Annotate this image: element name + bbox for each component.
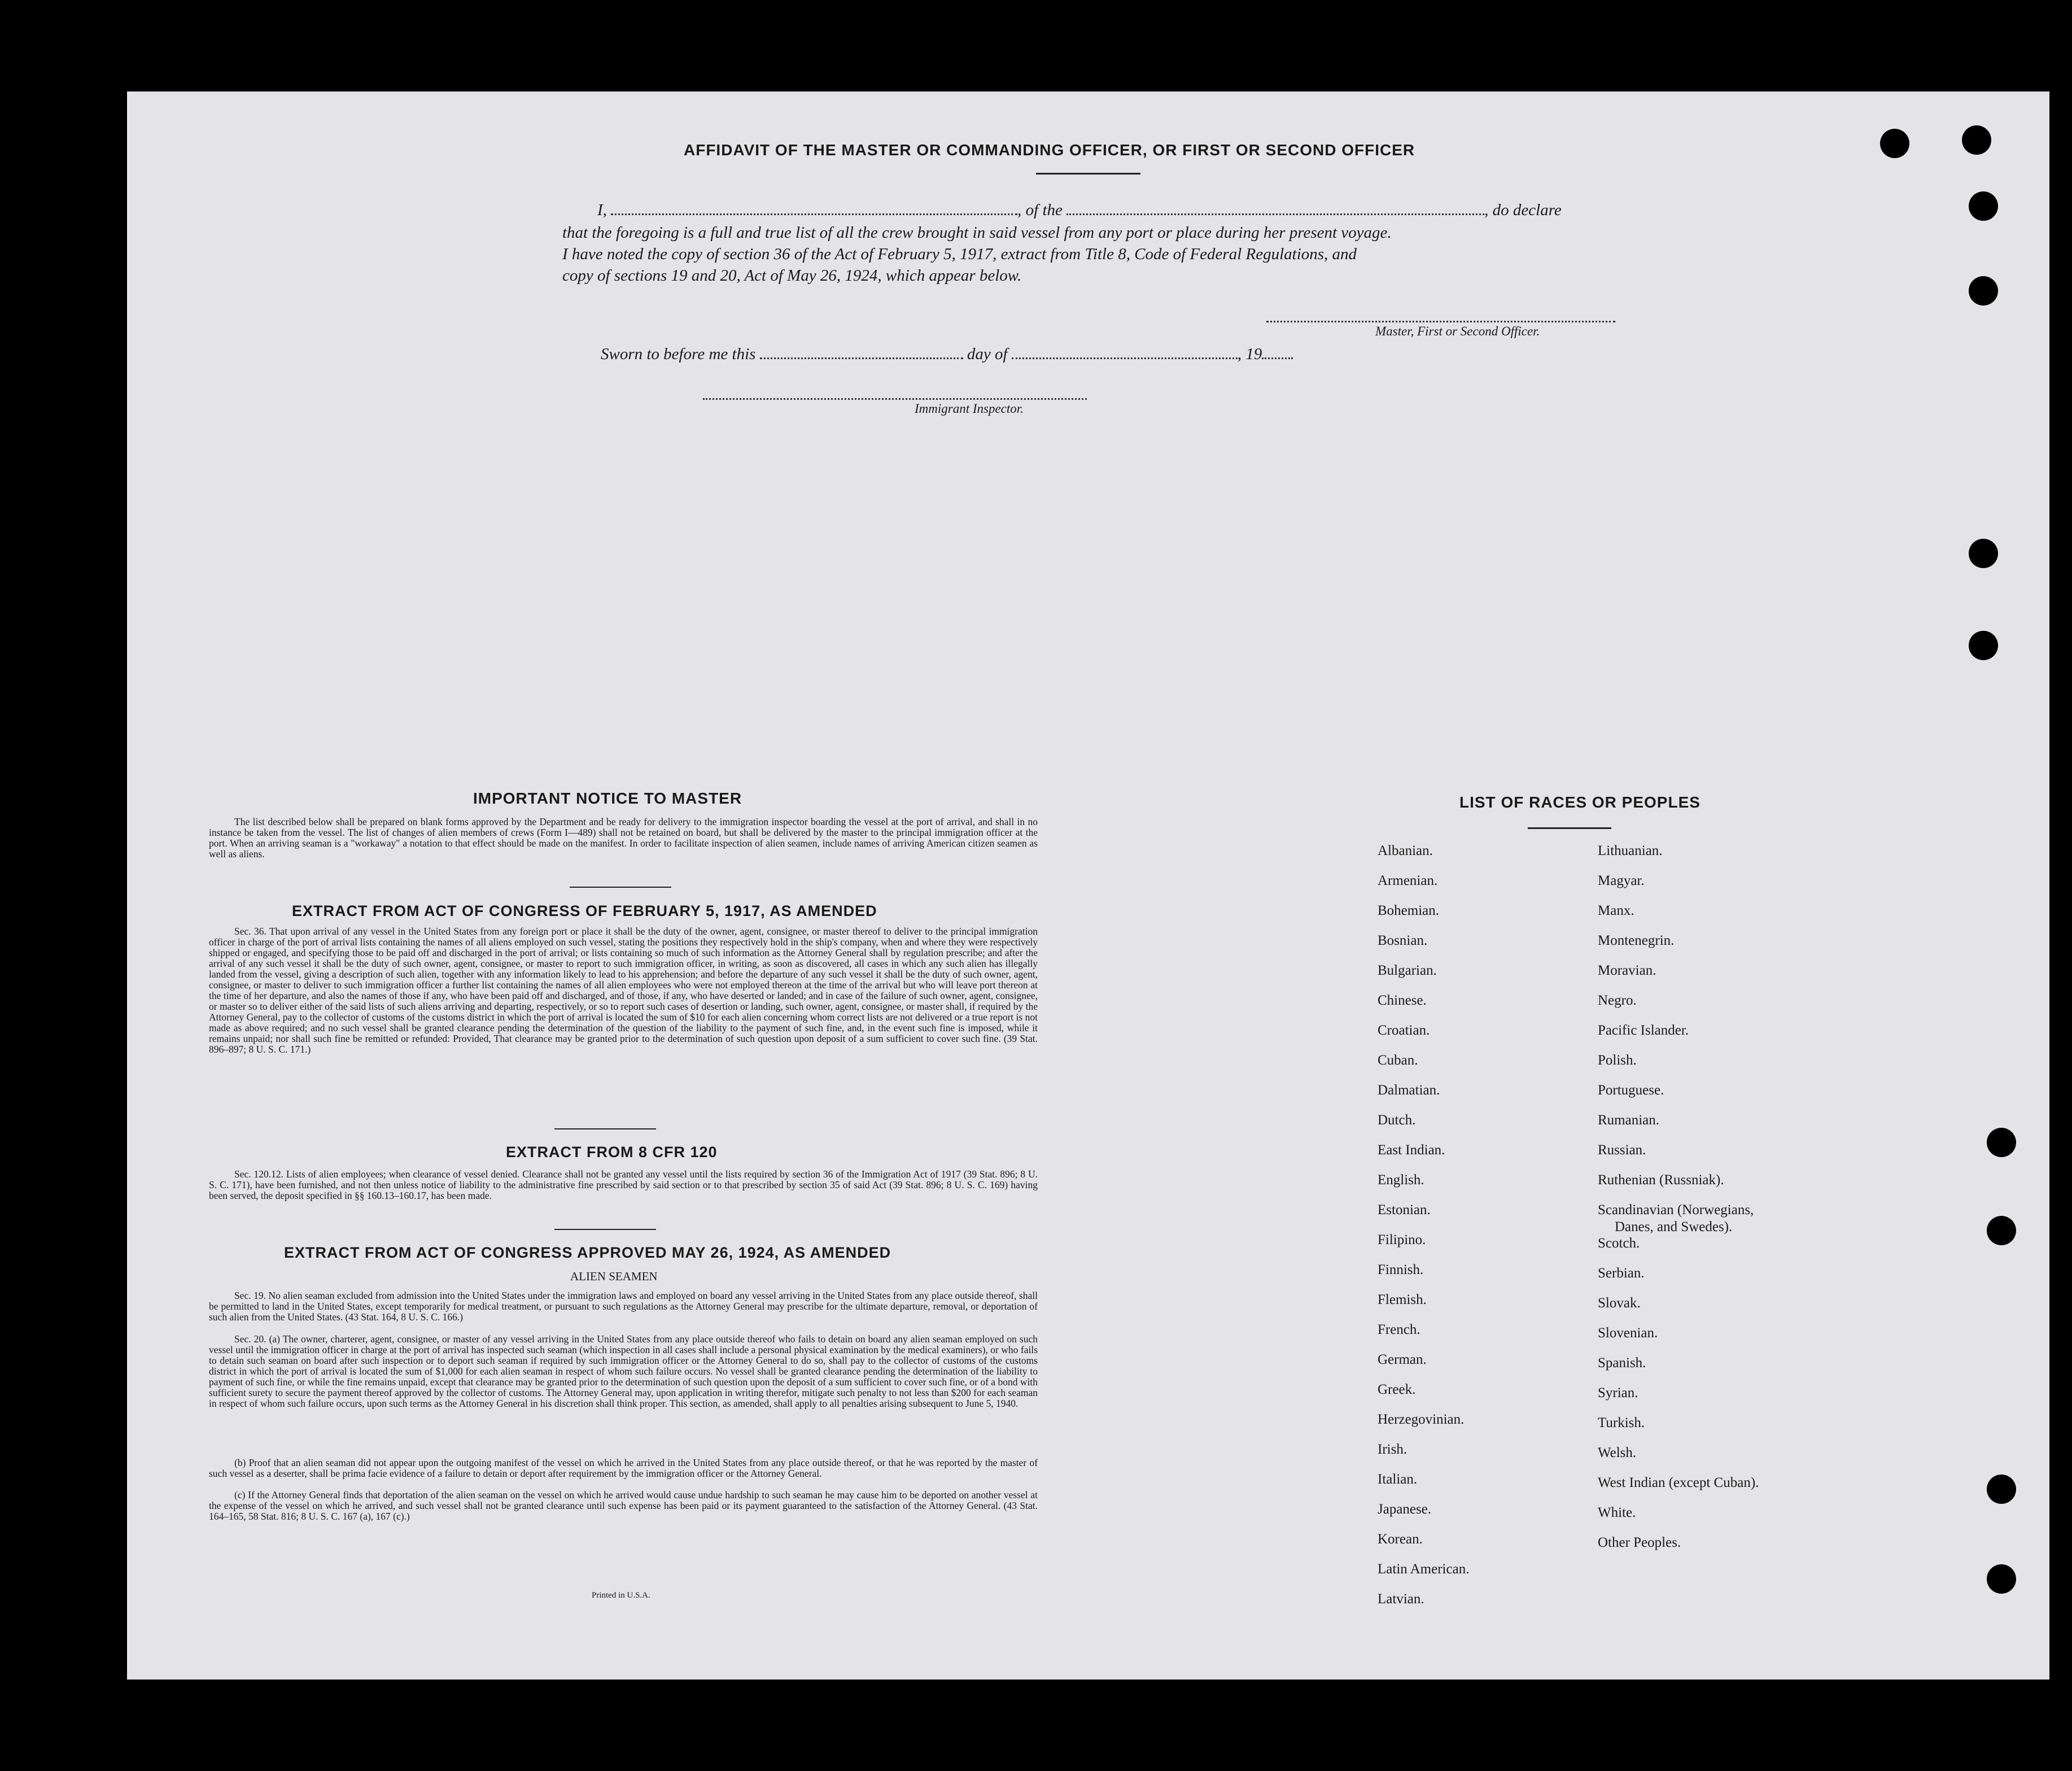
race-item: Manx. — [1598, 903, 1634, 918]
extract-cfr-heading: EXTRACT FROM 8 CFR 120 — [506, 1144, 718, 1161]
race-item: Chinese. — [1378, 993, 1427, 1008]
extract-1917-text: Sec. 36. That upon arrival of any vessel in the United States from any foreign port or place it shall be the duty of the owner, agent, consignee, or master thereof to deliver to the principal immigration officer in charge of the port of arrival lists containing the names of all aliens employed on such vessel, stating the positions they respectively hold in the ship's company, when and where they were respectively shipped or engaged, and specifying those to be paid off and discharged in the port of arrival; or lists containing so much of such information as the Attorney General shall by regulation prescribe; and after the arrival of any such vessel it shall be the duty of such owner, agent, consignee, or master to report to such immigration officer, in writing, as soon as discovered, all cases in which any such alien has illegally landed from the vessel, giving a description of such alien, together with any information likely to lead to his apprehension; and before the departure of any such vessel it shall be the duty of such owner, agent, consignee, or master to deliver to such immigration officer a further list containing the names of all alien employees who were not employed thereon at the time of the arrival but who will leave port thereon at the time of her departure, and also the names of those if any, who have been paid off and discharged, and of those, if any, who have deserted or landed; and in case of the failure of such owner, agent, consignee, or master so to deliver either of the said lists of such aliens arriving and departing, respectively, or so to report such cases of desertion or landing, such owner, agent, consignee, or master shall, if required by the Attorney General, pay to the collector of customs of the customs district in which the port of arrival is located the sum of $10 for each alien concerning whom correct lists are not delivered or a true report is not made as above required; and no such vessel shall be granted clearance pending the determination of the question of the liability to the payment of such fine, and, in the event such fine is imposed, while it remains unpaid; nor shall such fine be remitted or refunded: Provided, That clearance may be granted prior to the determination of such question upon deposit of a sum sufficient to cover such fine. (39 Stat. 896–897; 8 U. S. C. 171.) — [209, 926, 1038, 1055]
race-item: Serbian. — [1598, 1266, 1645, 1281]
race-item: Negro. — [1598, 993, 1637, 1008]
affidavit-i-label: I, — [597, 201, 607, 219]
race-item: Bohemian. — [1378, 903, 1440, 918]
race-item: Korean. — [1378, 1532, 1423, 1547]
day-of-label: day of — [967, 345, 1008, 363]
race-item: Dutch. — [1378, 1113, 1416, 1128]
binder-hole — [1987, 1564, 2016, 1594]
affidavit-line-3: I have noted the copy of section 36 of the Act of February 5, 1917, extract from Title 8, Code of Federal Regulations, and — [562, 245, 1357, 263]
race-item: Finnish. — [1378, 1262, 1424, 1277]
race-item: East Indian. — [1378, 1142, 1445, 1158]
race-item: Latvian. — [1378, 1591, 1424, 1607]
extract-1917-heading: EXTRACT FROM ACT OF CONGRESS OF FEBRUARY 5, 1917, AS AMENDED — [292, 902, 877, 919]
race-item: Other Peoples. — [1598, 1535, 1681, 1550]
binder-hole — [1987, 1128, 2016, 1157]
notice-text: The list described below shall be prepared on blank forms approved by the Department and be ready for delivery to the immigration inspector boarding the vessel at the port of arrival, and shall in no instance be taken from the vessel. The list of changes of alien members of crews (Form I—489) shall not be retained on board, but shall be delivered by the master to the principal immigration officer at the port. When an arriving seaman is a "workaway" a notation to that effect should be made on the manifest. In order to facilitate inspection of alien seamen, include names of arriving American citizen seamen as well as aliens. — [209, 816, 1038, 860]
race-item: Dalmatian. — [1378, 1083, 1440, 1098]
race-item: Albanian. — [1378, 843, 1433, 858]
race-item: English. — [1378, 1172, 1424, 1188]
affidavit-line-1 — [597, 201, 1562, 220]
race-item: Herzegovinian. — [1378, 1412, 1465, 1427]
race-item: Bulgarian. — [1378, 963, 1437, 978]
binder-hole — [1880, 129, 1909, 158]
divider — [1528, 827, 1611, 829]
notice-heading: IMPORTANT NOTICE TO MASTER — [473, 789, 742, 807]
race-item: Croatian. — [1378, 1023, 1430, 1038]
binder-hole — [1962, 125, 1991, 155]
race-item: Scandinavian (Norwegians, — [1598, 1202, 1754, 1218]
binder-hole — [1969, 539, 1998, 568]
race-item: White. — [1598, 1505, 1636, 1520]
race-item: French. — [1378, 1322, 1420, 1337]
printed-in-usa: Printed in U.S.A. — [592, 1591, 650, 1600]
race-item: West Indian (except Cuban). — [1598, 1475, 1759, 1490]
race-item: Lithuanian. — [1598, 843, 1663, 858]
race-item: Syrian. — [1598, 1385, 1638, 1401]
extract-1924-sec20b: (b) Proof that an alien seaman did not appear upon the outgoing manifest of the vessel on which he arrived in the United States from any place outside thereof, or that he was reported by the master of such vessel as a deserter, shall be prima facie evidence of a failure to detain or deport after requirement by the immigration officer or the Attorney General. — [209, 1457, 1038, 1479]
race-item: Armenian. — [1378, 873, 1438, 888]
race-item: Welsh. — [1598, 1445, 1637, 1460]
race-item: Cuban. — [1378, 1053, 1418, 1068]
race-item: Greek. — [1378, 1382, 1416, 1397]
inspector-signature-label: Immigrant Inspector. — [915, 402, 1024, 416]
extract-1924-sec19: Sec. 19. No alien seaman excluded from admission into the United States under the immigration laws and employed on board any vessel arriving in the United States from any place outside thereof, shall be permitted to land in the United States, except temporarily for medical treatment, or pursuant to such regulations as the Attorney General may prescribe for the ultimate departure, removal, or deportation of such alien from the United States. (43 Stat. 164, 8 U. S. C. 166.) — [209, 1290, 1038, 1323]
race-item: German. — [1378, 1352, 1427, 1367]
race-item: Japanese. — [1378, 1502, 1432, 1517]
race-item: Estonian. — [1378, 1202, 1431, 1218]
race-item: Slovak. — [1598, 1295, 1641, 1311]
name-blank — [611, 213, 1017, 215]
race-item: Flemish. — [1378, 1292, 1427, 1307]
race-item: Bosnian. — [1378, 933, 1428, 948]
sworn-line — [601, 345, 1293, 364]
document-page — [127, 91, 2049, 1680]
race-item: Filipino. — [1378, 1232, 1426, 1247]
race-item: Turkish. — [1598, 1415, 1645, 1430]
race-item: Magyar. — [1598, 873, 1645, 888]
races-column-1 — [1378, 843, 1469, 1621]
year-label: , 19 — [1237, 345, 1262, 363]
binder-hole — [1969, 276, 1998, 306]
divider — [570, 887, 671, 888]
affidavit-line-4: copy of sections 19 and 20, Act of May 26, 1924, which appear below. — [562, 267, 1022, 285]
sworn-label: Sworn to before me this — [601, 345, 756, 363]
race-item: Irish. — [1378, 1442, 1407, 1457]
affidavit-line-2: that the foregoing is a full and true list of all the crew brought in said vessel from any port or place during her present voyage. — [562, 224, 1392, 242]
race-item: Spanish. — [1598, 1355, 1646, 1371]
race-item: Moravian. — [1598, 963, 1656, 978]
declare-label: , do declare — [1484, 201, 1562, 219]
alien-seamen-subheading: ALIEN SEAMEN — [570, 1270, 658, 1283]
race-item: Montenegrin. — [1598, 933, 1675, 948]
race-item: Polish. — [1598, 1053, 1637, 1068]
year-blank — [1262, 357, 1293, 359]
race-item: Latin American. — [1378, 1561, 1470, 1577]
inspector-signature-line — [703, 398, 1087, 400]
binder-hole — [1969, 631, 1998, 660]
extract-1924-heading: EXTRACT FROM ACT OF CONGRESS APPROVED MAY 26, 1924, AS AMENDED — [284, 1244, 891, 1261]
divider — [1036, 173, 1140, 175]
sworn-month-blank — [1012, 357, 1238, 359]
vessel-blank — [1066, 213, 1484, 215]
race-item: Ruthenian (Russniak). — [1598, 1172, 1724, 1188]
race-item: Italian. — [1378, 1472, 1418, 1487]
race-item: Russian. — [1598, 1142, 1646, 1158]
race-item: Scotch. — [1598, 1236, 1640, 1251]
master-signature-label: Master, First or Second Officer. — [1375, 324, 1540, 338]
of-the-label: , of the — [1017, 201, 1063, 219]
extract-cfr-text: Sec. 120.12. Lists of alien employees; when clearance of vessel denied. Clearance shall not be granted any vessel until the lists required by section 36 of the Immigration Act of 1917 (39 Stat. 896; 8 U. S. C. 171), have been furnished, and not then unless notice of liability to the administrative fine prescribed by said section or to that prescribed by section 35 of said Act (39 Stat. 896; 8 U. S. C. 169) having been served, the deposit specified in §§ 160.13–160.17, has been made. — [209, 1168, 1038, 1201]
race-item: Pacific Islander. — [1598, 1023, 1689, 1038]
race-item: Slovenian. — [1598, 1325, 1658, 1341]
race-item: Portuguese. — [1598, 1083, 1664, 1098]
master-signature-line — [1266, 321, 1615, 322]
extract-1924-sec20c: (c) If the Attorney General finds that deportation of the alien seaman on the vessel on which he arrived would cause undue hardship to such seaman he may cause him to be deported on another vessel at the expense of the vessel on which he arrived, and such vessel shall not be granted clearance until such expense has been paid or its payment guaranteed to the satisfaction of the Attorney General. (43 Stat. 164–165, 58 Stat. 816; 8 U. S. C. 167 (a), 167 (c).) — [209, 1489, 1038, 1522]
binder-hole — [1987, 1216, 2016, 1245]
binder-hole — [1987, 1475, 2016, 1504]
divider — [554, 1128, 656, 1129]
affidavit-heading: AFFIDAVIT OF THE MASTER OR COMMANDING OFFICER, OR FIRST OR SECOND OFFICER — [684, 141, 1415, 159]
sworn-day-blank — [760, 357, 963, 359]
extract-1924-sec20a: Sec. 20. (a) The owner, charterer, agent, consignee, or master of any vessel arriving in the United States from any place outside thereof who fails to detain on board any alien seaman employed on such vessel until the immigration officer in charge at the port of arrival has inspected such seaman (which inspection in all cases shall include a personal physical examination by the medical examiners), or who fails to detain such seaman on board after such inspection or to deport such seaman if required by such immigration officer or the Attorney General to do so, shall pay to the collector of customs of the customs district in which the port of arrival is located the sum of $1,000 for each alien seaman in respect of whom such failure occurs. No vessel shall be granted clearance pending the determination of the liability to payment of such fine, or while the fine remains unpaid, except that clearance may be granted prior to the determination of such question upon the deposit of a sum sufficient to cover such fine, or of a bond with sufficient surety to secure the payment thereof approved by the collector of customs. The Attorney General may, upon application in writing therefor, mitigate such penalty to not less than $200 for each seaman in respect of whom such failure occurs, upon such terms as the Attorney General in his discretion shall think proper. This section, as amended, shall apply to all penalties arising subsequent to June 5, 1940. — [209, 1333, 1038, 1409]
divider — [554, 1229, 656, 1230]
races-column-2 — [1598, 843, 1759, 1565]
race-item: Rumanian. — [1598, 1113, 1660, 1128]
binder-hole — [1969, 191, 1998, 221]
races-heading: LIST OF RACES OR PEOPLES — [1459, 793, 1701, 811]
race-item: Danes, and Swedes). — [1615, 1219, 1733, 1235]
